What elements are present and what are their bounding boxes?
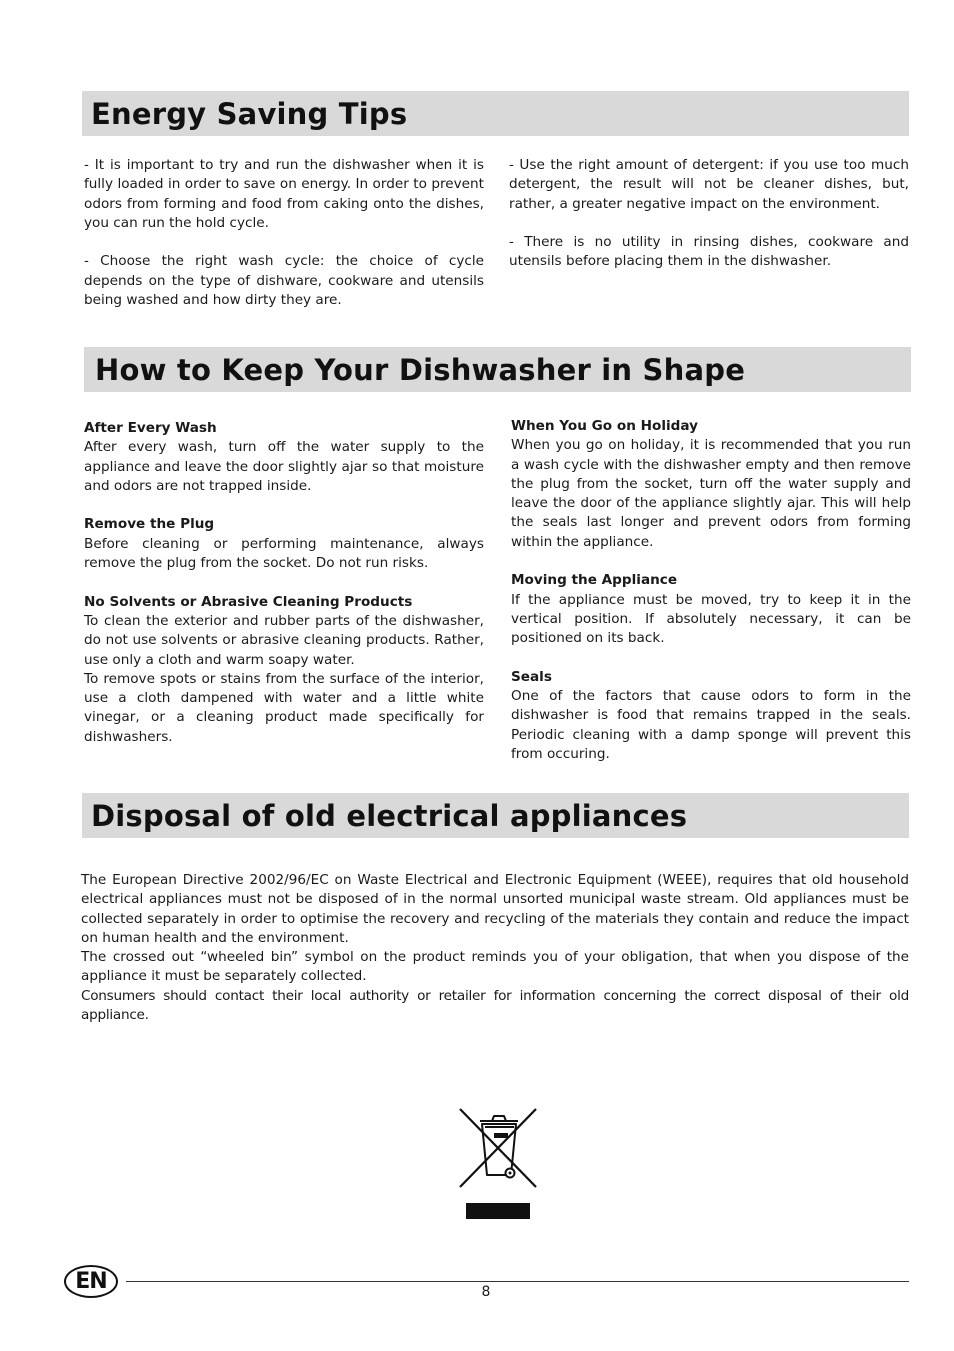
page-number: 8 — [481, 1284, 491, 1300]
maintenance-banner — [84, 347, 911, 392]
section-text: If the appliance must be moved, try to keep it in the vertical position. If absolutely necessary, it can be positioned on its back. — [511, 591, 911, 647]
energy-saving-banner — [82, 91, 909, 136]
disposal-paragraph: The European Directive 2002/96/EC on Waste Electrical and Electronic Equipment (WEEE), requires that old household electrical appliances must not be disposed of in the normal unsorted municipal waste stream. Old appliances must be collected separately in order to optimise the recovery and recycling of the materials they contain and reduce the impact on human health and the environment. — [81, 872, 909, 946]
maintenance-section — [84, 593, 484, 747]
section-heading: Seals — [511, 668, 552, 685]
maintenance-left-column — [84, 419, 484, 747]
disposal-text — [81, 871, 909, 1025]
energy-left-column — [84, 156, 484, 310]
energy-tip: - Choose the right wash cycle: the choice of cycle depends on the type of dishware, cookware and utensils being washed and how dirty they are. — [84, 253, 484, 309]
section-heading: After Every Wash — [84, 420, 217, 436]
footer-divider — [126, 1281, 909, 1282]
section-text: After every wash, turn off the water supply to the appliance and leave the door slightly ajar so that moisture and odors are not trapped inside. — [84, 439, 484, 494]
maintenance-section — [84, 515, 484, 573]
maintenance-right-column — [511, 417, 911, 764]
disposal-banner — [82, 793, 909, 838]
disposal-title: Disposal of old electrical appliances — [91, 798, 688, 833]
maintenance-section — [84, 419, 484, 496]
disposal-paragraph: The crossed out “wheeled bin” symbol on the product reminds you of your obligation, that when you dispose of the appliance it must be separately collected. — [81, 949, 909, 985]
crossed-out-wheeled-bin-icon — [458, 1107, 538, 1219]
energy-tip: - Use the right amount of detergent: if you use too much detergent, the result will not be cleaner dishes, but, rather, a greater negative impact on the environment. — [509, 157, 909, 212]
disposal-paragraph: Consumers should contact their local authority or retailer for information concerning the correct disposal of their old appliance. — [81, 987, 909, 1024]
energy-tip: - There is no utility in rinsing dishes, cookware and utensils before placing them in the dishwasher. — [509, 234, 909, 270]
section-heading: Remove the Plug — [84, 516, 215, 533]
maintenance-section — [511, 571, 911, 648]
maintenance-title: How to Keep Your Dishwasher in Shape — [95, 352, 746, 387]
language-badge: EN — [64, 1265, 118, 1298]
section-heading: When You Go on Holiday — [511, 418, 699, 434]
energy-tip: - It is important to try and run the dishwasher when it is fully loaded in order to save on energy. In order to prevent odors from forming and food from caking onto the dishes, you can run the hold cycle. — [84, 157, 484, 231]
section-text: To remove spots or stains from the surface of the interior, use a cloth dampened with water and a little white vinegar, or a cleaning product made specifically for dishwashers. — [84, 670, 484, 745]
maintenance-section — [511, 417, 911, 552]
energy-right-column — [509, 156, 909, 272]
section-text: When you go on holiday, it is recommended that you run a wash cycle with the dishwasher empty and then remove the plug from the socket, turn off the water supply and leave the door of the appliance slightly ajar. This will help the seals last longer and prevent odors from forming within the appliance. — [511, 437, 911, 550]
section-text: To clean the exterior and rubber parts of the dishwasher, do not use solvents or abrasive cleaning products. Rather, use only a cloth and warm soapy water. — [84, 612, 484, 668]
section-heading: Moving the Appliance — [511, 572, 678, 589]
section-heading: No Solvents or Abrasive Cleaning Products — [84, 593, 413, 610]
maintenance-section — [511, 668, 911, 764]
section-text: Before cleaning or performing maintenance, always remove the plug from the socket. Do not run risks. — [84, 535, 484, 572]
section-text: One of the factors that cause odors to form in the dishwasher is food that remains trapped in the seals. Periodic cleaning with a damp sponge will prevent this from occuring. — [511, 688, 911, 763]
energy-saving-title: Energy Saving Tips — [91, 96, 408, 131]
